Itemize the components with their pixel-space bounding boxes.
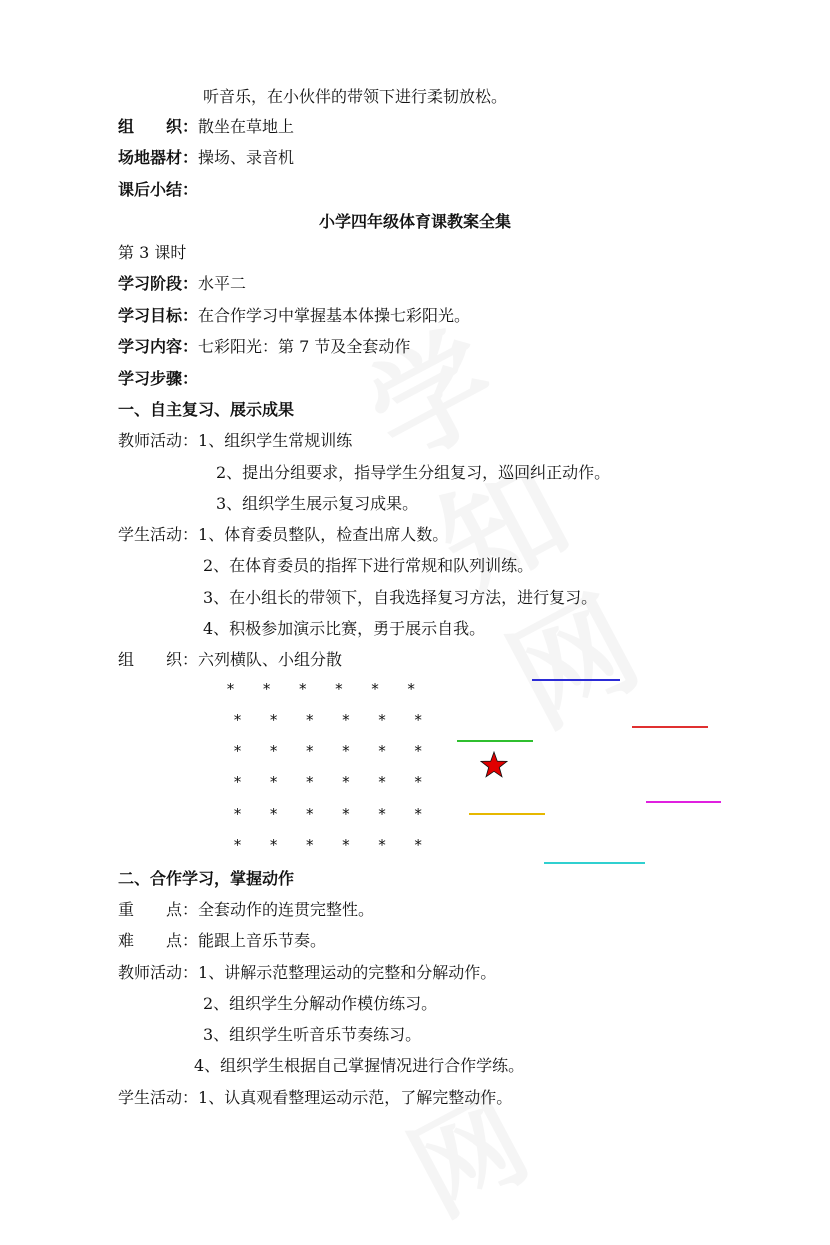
teacher-activity-item: 1、组织学生常规训练 bbox=[198, 431, 353, 450]
org2-label: 组 织： bbox=[118, 650, 199, 669]
group-line-magenta bbox=[646, 801, 721, 803]
steps-label: 学习步骤： bbox=[118, 369, 199, 388]
formation-row: * * * * * * bbox=[233, 773, 423, 791]
student-activity-item: 3、在小组长的带领下，自我选择复习方法，进行复习。 bbox=[203, 588, 598, 607]
stage-label: 学习阶段： bbox=[118, 274, 199, 293]
group-line-red bbox=[632, 726, 708, 728]
group-line-blue bbox=[532, 679, 620, 681]
stage-row bbox=[118, 274, 246, 294]
org-row bbox=[118, 117, 294, 137]
group-line-yellow bbox=[469, 813, 545, 815]
lesson-number: 第 3 课时 bbox=[118, 243, 187, 262]
equip-label: 场地器材： bbox=[118, 148, 199, 167]
summary-label: 课后小结： bbox=[118, 180, 199, 199]
key-point-text: 全套动作的连贯完整性。 bbox=[198, 900, 375, 919]
difficulty-text: 能跟上音乐节奏。 bbox=[198, 931, 327, 950]
section-2-heading: 二、合作学习，掌握动作 bbox=[118, 869, 295, 888]
equip-text: 操场、录音机 bbox=[198, 148, 295, 167]
org-text: 散坐在草地上 bbox=[198, 117, 295, 136]
formation-row: * * * * * * bbox=[233, 742, 423, 760]
teacher-activity-label: 教师活动： bbox=[118, 963, 199, 982]
section-1-heading: 一、自主复习、展示成果 bbox=[118, 400, 295, 419]
teacher-activity-1 bbox=[118, 431, 352, 451]
group-line-cyan bbox=[544, 862, 645, 864]
text-line-1: 听音乐，在小伙伴的带领下进行柔韧放松。 bbox=[203, 87, 508, 106]
difficulty-row bbox=[118, 931, 326, 951]
teacher-activity-2 bbox=[118, 963, 496, 983]
goal-text: 在合作学习中掌握基本体操七彩阳光。 bbox=[198, 306, 471, 325]
teacher-activity-item: 2、组织学生分解动作模仿练习。 bbox=[203, 994, 438, 1013]
equip-row bbox=[118, 148, 294, 168]
goal-row bbox=[118, 306, 470, 326]
formation-row: * * * * * * bbox=[233, 711, 423, 729]
org2-row bbox=[118, 650, 342, 670]
formation-row: * * * * * * bbox=[233, 805, 423, 823]
org2-text: 六列横队、小组分散 bbox=[198, 650, 343, 669]
teacher-activity-label: 教师活动： bbox=[118, 431, 199, 450]
teacher-activity-item: 4、组织学生根据自己掌握情况进行合作学练。 bbox=[194, 1056, 525, 1075]
key-point-row bbox=[118, 900, 374, 920]
teacher-activity-item: 2、提出分组要求，指导学生分组复习，巡回纠正动作。 bbox=[216, 463, 611, 482]
difficulty-label: 难 点： bbox=[118, 931, 199, 950]
stage-text: 水平二 bbox=[198, 274, 247, 293]
content-row bbox=[118, 337, 410, 357]
watermark-bottom bbox=[379, 1053, 550, 1244]
student-activity-label: 学生活动： bbox=[118, 1088, 199, 1107]
content-text: 七彩阳光：第 7 节及全套动作 bbox=[198, 337, 411, 356]
formation-row: * * * * * * bbox=[233, 836, 423, 854]
teacher-star-icon bbox=[480, 751, 508, 779]
teacher-activity-item: 1、讲解示范整理运动的完整和分解动作。 bbox=[198, 963, 497, 982]
student-activity-1 bbox=[118, 525, 448, 545]
student-activity-2 bbox=[118, 1088, 512, 1108]
teacher-activity-item: 3、组织学生听音乐节奏练习。 bbox=[203, 1025, 422, 1044]
student-activity-item: 1、体育委员整队，检查出席人数。 bbox=[198, 525, 449, 544]
content-label: 学习内容： bbox=[118, 337, 199, 356]
goal-label: 学习目标： bbox=[118, 306, 199, 325]
student-activity-item: 2、在体育委员的指挥下进行常规和队列训练。 bbox=[203, 556, 534, 575]
formation-row: * * * * * * bbox=[226, 680, 416, 698]
student-activity-label: 学生活动： bbox=[118, 525, 199, 544]
document-title: 小学四年级体育课教案全集 bbox=[318, 212, 511, 231]
org-label: 组 织： bbox=[118, 117, 199, 136]
group-line-green bbox=[457, 740, 533, 742]
key-point-label: 重 点： bbox=[118, 900, 199, 919]
teacher-activity-item: 3、组织学生展示复习成果。 bbox=[216, 494, 419, 513]
student-activity-item: 1、认真观看整理运动示范，了解完整动作。 bbox=[198, 1088, 513, 1107]
student-activity-item: 4、积极参加演示比赛，勇于展示自我。 bbox=[203, 619, 486, 638]
